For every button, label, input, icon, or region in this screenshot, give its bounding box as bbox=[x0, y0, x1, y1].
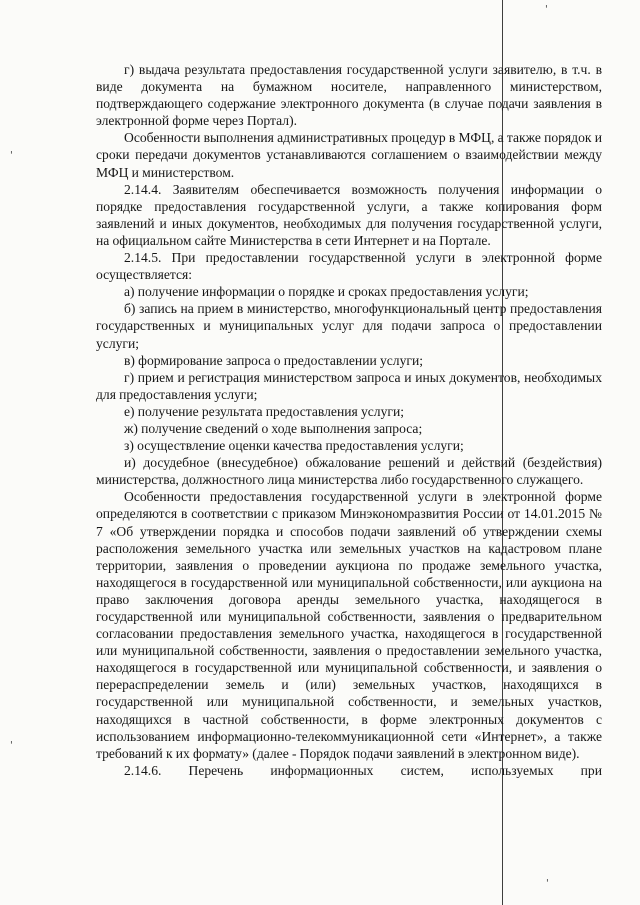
list-item-g: г) прием и регистрация министерством запроса и иных документов, необходимых для предоставления услуги; bbox=[96, 369, 602, 402]
scan-artifact-mark: ' bbox=[545, 4, 548, 15]
list-item-v: в) формирование запроса о предоставлении услуги; bbox=[124, 352, 423, 368]
scan-artifact-mark: ' bbox=[10, 150, 13, 161]
paragraph-2-14-4: 2.14.4. Заявителям обеспечивается возможность получения информации о порядке предоставления государственной услуги, а также копирования форм заявлений и иных документов, необходимых для получения государственной услуги, на официальном сайте Министерства в сети Интернет и на Портале. bbox=[96, 181, 602, 248]
list-item-a: а) получение информации о порядке и сроках предоставления услуги; bbox=[124, 284, 529, 300]
paragraph-electronic-features: Особенности предоставления государственной услуги в электронной форме определяются в соответствии с приказом Минэкономразвития России от 14.01.2015 № 7 «Об утверждении порядка и способов подачи заявлений об утверждении схемы расположения земельного участка или земельных участков на кадастровом плане территории, заявления о проведении аукциона по продаже земельного участка, находящегося в государственной или муниципальной собственности, или аукциона на право заключения договора аренды земельного участка, находящегося в государственной или муниципальной собственности, заявления о предварительном согласовании предоставления земельного участка, находящегося в государственной или муниципальной собственности, заявления о предоставлении земельного участка, находящегося в государственной или муниципальной собственности, и заявления о перераспределении земель и (или) земельных участков, находящихся в государственной или муниципальной собственности, и земельных участков, находящихся в частной собственности, в форме электронных документов с использованием информационно-телекоммуникационной сети «Интернет», а также требований к их формату» (далее - Порядок подачи заявлений в электронном виде). bbox=[96, 489, 602, 761]
list-item-z: з) осуществление оценки качества предоставления услуги; bbox=[124, 438, 464, 454]
scan-artifact-mark: ' bbox=[10, 740, 13, 751]
list-item-b: б) запись на прием в министерство, многофункциональный центр предоставления государственных и муниципальных услуг для подачи запроса о предоставлении услуги; bbox=[96, 301, 602, 351]
list-item-e: е) получение результата предоставления услуги; bbox=[124, 403, 405, 419]
paragraph-mfc-features: Особенности выполнения административных процедур в МФЦ, а также порядок и сроки передачи документов устанавливаются соглашением о взаимодействии между МФЦ и министерством. bbox=[96, 130, 602, 180]
list-item-zh: ж) получение сведений о ходе выполнения запроса; bbox=[124, 420, 423, 436]
paragraph-2-14-5: 2.14.5. При предоставлении государственной услуги в электронной форме осуществляется: bbox=[96, 250, 602, 283]
list-item-i: и) досудебное (внесудебное) обжалование решений и действий (бездействия) министерства, должностного лица министерства либо государственного служащего. bbox=[96, 455, 602, 488]
paragraph-result-issue: г) выдача результата предоставления государственной услуги заявителю, в т.ч. в виде документа на бумажном носителе, направленного министерством, подтверждающего содержание электронного документа (в случае подачи заявления в электронной форме через Портал). bbox=[96, 62, 602, 129]
paragraph-2-14-6: 2.14.6. Перечень информационных систем, используемых при bbox=[124, 762, 602, 778]
document-page bbox=[96, 61, 602, 779]
scan-artifact-mark: ' bbox=[546, 878, 549, 889]
